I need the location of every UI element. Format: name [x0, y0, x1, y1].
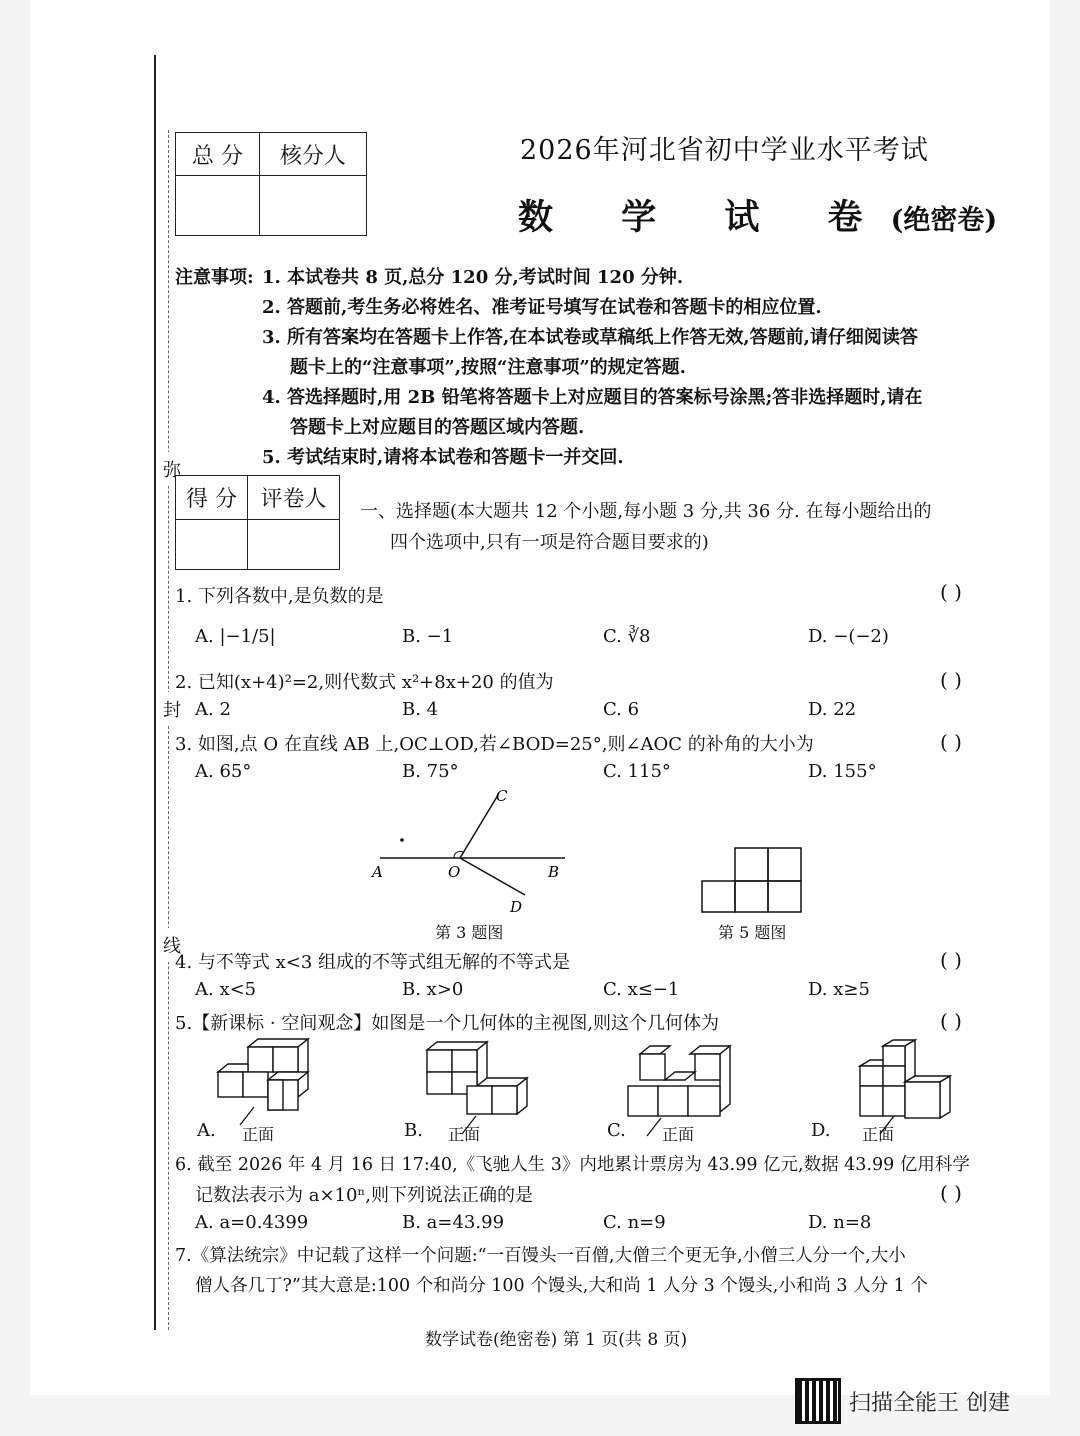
answer-paren-3[interactable]: ( ) [940, 730, 962, 754]
total-score-header: 总 分 [176, 133, 260, 176]
answer-paren-4[interactable]: ( ) [940, 948, 962, 972]
paper-title-main: 数 学 试 卷 [518, 197, 891, 238]
q2-option-b: B. 4 [402, 699, 439, 720]
q5-option-c: C. [607, 1120, 626, 1141]
label-b: B [548, 863, 560, 881]
answer-paren-6[interactable]: ( ) [940, 1181, 962, 1205]
figure-5 [700, 845, 805, 915]
q3-option-c: C. 115° [603, 761, 671, 782]
question-4-stem: 4. 与不等式 x<3 组成的不等式组无解的不等式是 [175, 952, 571, 973]
question-1-stem: 1. 下列各数中,是负数的是 [175, 586, 384, 607]
question-2-stem: 2. 已知(x+4)²=2,则代数式 x²+8x+20 的值为 [175, 672, 554, 693]
front-label-c: 正面 [662, 1125, 695, 1144]
q4-option-a: A. x<5 [195, 979, 257, 1000]
note-2: 2. 答题前,考生务必将姓名、准考证号填写在试卷和答题卡的相应位置. [262, 297, 822, 318]
front-label-a: 正面 [242, 1125, 275, 1144]
q2-option-c: C. 6 [603, 699, 640, 720]
q3-option-d: D. 155° [808, 761, 877, 782]
q6-option-b: B. a=43.99 [402, 1212, 505, 1233]
paper-subtitle: (绝密卷) [890, 205, 998, 236]
q4-option-d: D. x≥5 [808, 979, 870, 1000]
question-6-stem-cont: 记数法表示为 a×10ⁿ,则下列说法正确的是 [195, 1185, 533, 1206]
q2-option-a: A. 2 [195, 699, 231, 720]
note-4-cont: 答题卡上对应题目的答题区域内答题. [290, 417, 585, 438]
q5-option-a: A. [197, 1120, 216, 1141]
section1-heading-cont: 四个选项中,只有一项是符合题目要求的) [390, 532, 709, 553]
q5-option-d: D. [811, 1120, 831, 1141]
note-3-cont: 题卡上的“注意事项”,按照“注意事项”的规定答题. [290, 357, 686, 378]
notes-label: 注意事项: [175, 267, 254, 288]
page-footer: 数学试卷(绝密卷) 第 1 页(共 8 页) [425, 1330, 688, 1350]
exam-page [30, 0, 1050, 1395]
section1-heading: 一、选择题(本大题共 12 个小题,每小题 3 分,共 36 分. 在每小题给出的 [360, 501, 932, 522]
label-c: C [496, 787, 508, 805]
grader-header: 评卷人 [247, 476, 339, 520]
q3-option-b: B. 75° [402, 761, 459, 782]
q6-option-d: D. n=8 [808, 1212, 872, 1233]
note-3: 3. 所有答案均在答题卡上作答,在本试卷或草稿纸上作答无效,答题前,请仔细阅读答 [262, 327, 918, 348]
binding-char-feng: 封 [163, 692, 181, 726]
q4-option-c: C. x≤−1 [603, 979, 680, 1000]
q1-option-a: A. |−1/5| [195, 626, 276, 647]
score-cell[interactable] [176, 520, 248, 570]
note-1: 1. 本试卷共 8 页,总分 120 分,考试时间 120 分钟. [262, 267, 684, 288]
question-7-stem-cont: 僧人各几丁?”其大意是:100 个和尚分 100 个馒头,大和尚 1 人分 3 个馒头,小和尚 3 人分 1 个 [195, 1276, 928, 1296]
label-a: A [372, 863, 383, 881]
solid-option-b [422, 1040, 542, 1140]
question-3-stem: 3. 如图,点 O 在直线 AB 上,OC⊥OD,若∠BOD=25°,则∠AOC 的补角的大小为 [175, 734, 814, 755]
q3-option-a: A. 65° [195, 761, 252, 782]
figure-3-caption: 第 3 题图 [435, 923, 504, 942]
question-6-stem: 6. 截至 2026 年 4 月 16 日 17:40,《飞驰人生 3》内地累计票房为 43.99 亿元,数据 43.99 亿用科学 [175, 1155, 970, 1175]
total-score-box [175, 132, 367, 236]
q4-option-b: B. x>0 [402, 979, 464, 1000]
paper-title [518, 190, 997, 240]
label-d: D [510, 898, 523, 915]
q6-option-c: C. n=9 [603, 1212, 666, 1233]
qr-code-icon [795, 1378, 841, 1424]
figure-5-caption: 第 5 题图 [718, 923, 787, 942]
q2-option-d: D. 22 [808, 699, 857, 720]
ray-oc [460, 795, 498, 858]
ray-od [460, 858, 525, 895]
q5-option-b: B. [404, 1120, 423, 1141]
binding-char-mi: 弥 [163, 452, 181, 486]
scanner-watermark [795, 1378, 1010, 1424]
scanner-label: 扫描全能王 创建 [849, 1390, 1010, 1416]
front-label-b: 正面 [448, 1125, 481, 1144]
exam-title: 2026年河北省初中学业水平考试 [520, 135, 929, 166]
q6-option-a: A. a=0.4399 [195, 1212, 309, 1233]
label-o: O [448, 863, 461, 881]
answer-paren-5[interactable]: ( ) [940, 1009, 962, 1033]
checker-cell[interactable] [259, 176, 366, 236]
solid-option-d [835, 1038, 955, 1140]
section-score-box [175, 475, 340, 570]
question-5-stem: 5.【新课标 · 空间观念】如图是一个几何体的主视图,则这个几何体为 [175, 1013, 720, 1034]
figure-3 [350, 785, 590, 915]
answer-paren-1[interactable]: ( ) [940, 580, 962, 604]
q1-option-d: D. −(−2) [808, 626, 889, 647]
binding-line [154, 55, 156, 1330]
total-score-cell[interactable] [176, 176, 260, 236]
stray-dot [400, 838, 404, 842]
note-5: 5. 考试结束时,请将本试卷和答题卡一并交回. [262, 447, 624, 468]
binding-char-xian: 线 [163, 928, 181, 962]
score-header: 得 分 [176, 476, 248, 520]
grader-cell[interactable] [247, 520, 339, 570]
front-label-d: 正面 [862, 1125, 895, 1144]
q1-option-c: C. ∛8 [603, 626, 651, 647]
note-4: 4. 答选择题时,用 2B 铅笔将答题卡上对应题目的答案标号涂黑;答非选择题时,请在 [262, 387, 923, 408]
answer-paren-2[interactable]: ( ) [940, 668, 962, 692]
binding-dashed-line [168, 130, 169, 1330]
question-7-stem: 7.《算法统宗》中记载了这样一个问题:“一百馒头一百僧,大僧三个更无争,小僧三人分一个,大小 [175, 1246, 906, 1266]
q1-option-b: B. −1 [402, 626, 454, 647]
checker-header: 核分人 [259, 133, 366, 176]
